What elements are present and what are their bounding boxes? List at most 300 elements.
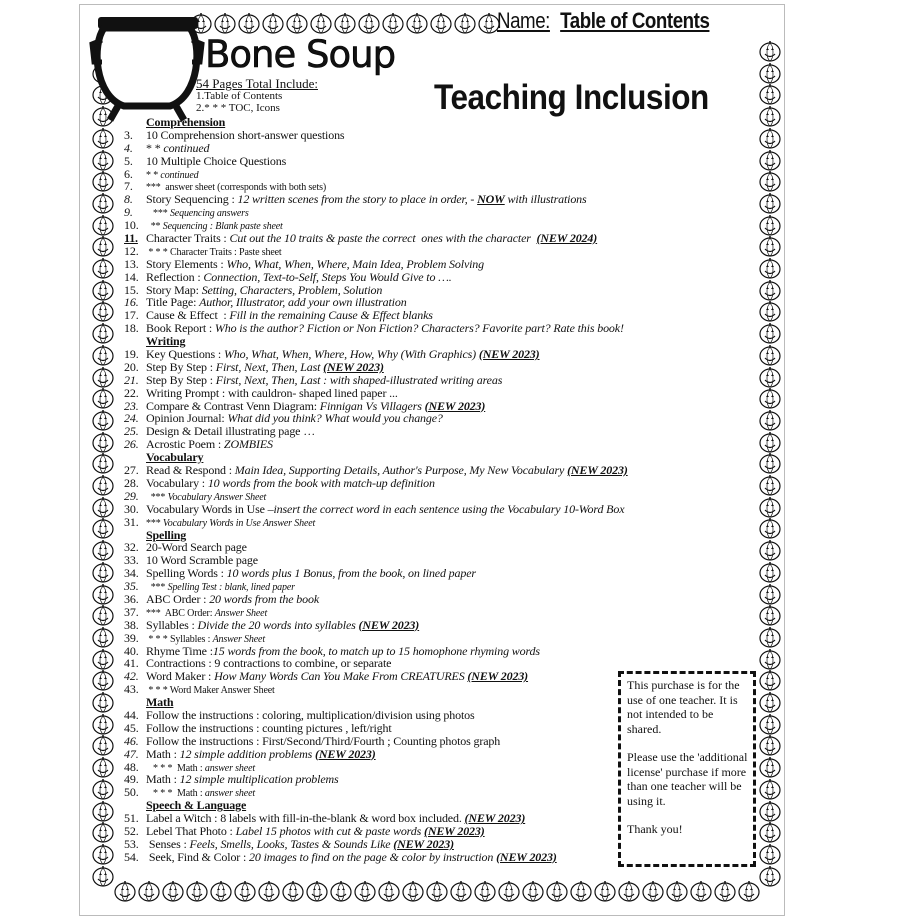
- pumpkin-icon: [92, 496, 114, 518]
- pumpkin-icon: [92, 409, 114, 431]
- pumpkin-icon: [759, 366, 781, 388]
- item-number: 20.: [124, 359, 139, 374]
- pumpkin-icon: [262, 12, 284, 34]
- item-number: 7.: [124, 179, 133, 194]
- item-label: Follow the instructions : First/Second/Third/Fourth ; Counting photos graph: [146, 733, 501, 748]
- item-label: Follow the instructions : counting pictures , left/right: [146, 720, 392, 735]
- section-title: Writing: [146, 334, 186, 349]
- item-description: What did you think? What would you change?: [227, 411, 443, 426]
- item-description: Main Idea, Supporting Details, Author's Purpose, My New Vocabulary: [234, 463, 568, 478]
- item-number: 50.: [124, 785, 139, 800]
- item-description: Connection, Text-to-Self, Steps You Would Give to ….: [203, 269, 452, 284]
- item-number: 24.: [124, 411, 139, 426]
- item-number: 19.: [124, 347, 139, 362]
- item-number: 52.: [124, 823, 139, 838]
- item-label: ***: [146, 208, 170, 220]
- pumpkin-icon: [92, 322, 114, 344]
- pumpkin-icon: [759, 865, 781, 887]
- pumpkin-icon: [759, 583, 781, 605]
- new-tag: (NEW 2023): [314, 746, 376, 761]
- item-description: Divide the 20 words into syllables: [197, 617, 359, 632]
- item-label: Lebel That Photo :: [146, 823, 236, 838]
- item-label: Story Map:: [146, 282, 202, 297]
- item-number: 11.: [124, 231, 138, 246]
- list-item: [124, 748, 628, 761]
- item-description: First, Next, Then, Last : with shaped-illustrated writing areas: [215, 372, 503, 387]
- item-label: Step By Step :: [146, 372, 216, 387]
- pumpkin-icon: [426, 880, 448, 902]
- item-label: Reflection :: [146, 269, 204, 284]
- pumpkin-icon: [92, 539, 114, 561]
- item-number: 32.: [124, 540, 139, 555]
- item-label: Book Report :: [146, 321, 215, 336]
- pumpkin-icon: [162, 880, 184, 902]
- item-number: 49.: [124, 772, 139, 787]
- list-item: [124, 206, 628, 219]
- item-description: 10 words plus 1 Bonus, from the book, on lined paper: [226, 566, 476, 581]
- item-description: answer sheet: [204, 762, 255, 774]
- item-number: 12.: [124, 243, 139, 258]
- item-label: * * * Math :: [146, 788, 205, 800]
- item-description: Who, What, When, Where, How, Why (With Graphics): [223, 347, 479, 362]
- item-label: Cause & Effect :: [146, 308, 230, 323]
- list-item: [124, 232, 628, 245]
- pumpkin-icon: [92, 713, 114, 735]
- item-number: 10.: [124, 218, 139, 233]
- pumpkin-icon: [92, 734, 114, 756]
- item-description: continued: [160, 169, 199, 181]
- item-number: 8.: [124, 192, 133, 207]
- item-label: **: [146, 221, 163, 233]
- pumpkin-icon: [92, 778, 114, 800]
- item-number: 35.: [124, 579, 139, 594]
- pumpkin-icon: [358, 12, 380, 34]
- pumpkin-icon: [759, 387, 781, 409]
- pumpkin-icon: [354, 880, 376, 902]
- pumpkin-icon: [306, 880, 328, 902]
- new-tag: (NEW 2023): [424, 398, 486, 413]
- pumpkin-icon: [138, 880, 160, 902]
- list-item: [124, 670, 628, 683]
- pumpkin-icon: [92, 149, 114, 171]
- pumpkin-icon: [570, 880, 592, 902]
- license-note: [618, 671, 756, 867]
- pumpkin-icon: [310, 12, 332, 34]
- item-label: Writing Prompt : with cauldron- shaped lined paper ...: [146, 385, 398, 400]
- pumpkin-icon: [714, 880, 736, 902]
- pumpkin-icon: [642, 880, 664, 902]
- item-label: Rhyme Time :: [146, 643, 213, 658]
- item-description: Who, What, When, Where, Main Idea, Problem Solving: [226, 256, 485, 271]
- item-number: 38.: [124, 617, 139, 632]
- pumpkin-icon: [92, 257, 114, 279]
- section-title: Speech & Language: [146, 798, 247, 813]
- item-description: Vocabulary Answer Sheet: [167, 491, 267, 503]
- item-number: 42.: [124, 669, 139, 684]
- list-item: [124, 683, 628, 696]
- pumpkin-icon: [759, 149, 781, 171]
- item-description: 12 written scenes from the story to place in order, -: [237, 192, 478, 207]
- new-tag: (NEW 2023): [467, 669, 529, 684]
- pumpkin-icon: [92, 214, 114, 236]
- item-label: Contractions : 9 contractions to combine, or separate: [146, 656, 392, 671]
- pumpkin-icon: [92, 561, 114, 583]
- pumpkin-icon: [759, 756, 781, 778]
- item-label: Read & Respond :: [146, 463, 235, 478]
- pumpkin-icon: [92, 127, 114, 149]
- item-number: 34.: [124, 566, 139, 581]
- new-tag: (NEW 2023): [464, 811, 526, 826]
- list-item: [124, 567, 628, 580]
- item-number: 44.: [124, 707, 139, 722]
- item-number: 27.: [124, 463, 139, 478]
- pumpkin-icon: [759, 300, 781, 322]
- section-title: Math: [146, 695, 174, 710]
- item-description: Answer Sheet: [214, 607, 268, 619]
- new-tag: (NEW 2023): [567, 463, 628, 478]
- pumpkin-icon: [92, 517, 114, 539]
- pumpkin-icon: [382, 12, 404, 34]
- item-label: 10 Comprehension short-answer questions: [146, 127, 345, 142]
- pumpkin-icon: [759, 452, 781, 474]
- pumpkin-icon: [92, 452, 114, 474]
- list-item: [124, 503, 628, 516]
- item-number: 25.: [124, 424, 139, 439]
- pumpkin-icon: [92, 235, 114, 257]
- list-item: [124, 773, 628, 786]
- item-description: continued: [163, 140, 210, 155]
- section-title: Vocabulary: [146, 450, 204, 465]
- item-label: Senses :: [146, 836, 190, 851]
- pumpkin-icon: [210, 880, 232, 902]
- item-description: Label 15 photos with cut & paste words: [235, 823, 424, 838]
- pumpkin-icon: [759, 279, 781, 301]
- item-number: 39.: [124, 630, 139, 645]
- pumpkin-icon: [759, 517, 781, 539]
- list-item: [124, 168, 628, 181]
- item-number: 13.: [124, 256, 139, 271]
- item-number: 37.: [124, 604, 139, 619]
- list-item: [124, 477, 628, 490]
- pumpkin-icon: [759, 170, 781, 192]
- pumpkin-icon: [92, 170, 114, 192]
- list-item: [124, 322, 628, 335]
- item-number: 47.: [124, 746, 139, 761]
- pumpkin-icon: [474, 880, 496, 902]
- new-tag: (NEW 2023): [478, 347, 540, 362]
- item-number: 45.: [124, 720, 139, 735]
- list-item: [124, 516, 628, 529]
- item-number: 29.: [124, 488, 139, 503]
- name-label: Name:: [497, 8, 550, 33]
- pumpkin-icon: [759, 713, 781, 735]
- item-label: 20-Word Search page: [146, 540, 247, 555]
- item-label: Vocabulary Words in Use –: [146, 501, 274, 516]
- item-label: *** ABC Order:: [146, 607, 215, 619]
- item-label: Key Questions :: [146, 347, 224, 362]
- pumpkin-icon: [759, 344, 781, 366]
- item-description: Sequencing : Blank paste sheet: [162, 221, 283, 233]
- new-tag: NOW: [477, 192, 505, 207]
- item-number: 16.: [124, 295, 139, 310]
- item-description: Finnigan Vs Villagers: [319, 398, 425, 413]
- pumpkin-icon: [759, 496, 781, 518]
- item-label: Spelling Words :: [146, 566, 227, 581]
- list-item: [124, 155, 628, 168]
- pumpkin-icon: [286, 12, 308, 34]
- pumpkin-icon: [92, 648, 114, 670]
- pumpkin-icon: [282, 880, 304, 902]
- item-description: 20 words from the book: [209, 591, 320, 606]
- item-description: answer sheet: [204, 788, 255, 800]
- item-label: Opinion Journal:: [146, 411, 228, 426]
- pumpkin-icon: [92, 300, 114, 322]
- pumpkin-icon: [759, 83, 781, 105]
- item-label: *** answer sheet (corresponds with both sets): [146, 182, 327, 194]
- item-label: Follow the instructions : coloring, multiplication/division using photos: [146, 707, 475, 722]
- pumpkin-icon: [92, 474, 114, 496]
- pumpkin-icon: [92, 865, 114, 887]
- pumpkin-icon: [759, 626, 781, 648]
- pumpkin-icon: [738, 880, 760, 902]
- pumpkin-icon: [498, 880, 520, 902]
- item-number: 9.: [124, 205, 133, 220]
- pumpkin-icon: [92, 691, 114, 713]
- pumpkin-icon: [258, 880, 280, 902]
- cauldron-icon: [88, 14, 206, 124]
- intro-line: 2.* * * TOC, Icons: [196, 102, 280, 114]
- item-number: 17.: [124, 308, 139, 323]
- pumpkin-icon: [759, 604, 781, 626]
- pumpkin-icon: [759, 235, 781, 257]
- item-label: Syllables :: [146, 617, 198, 632]
- pumpkin-icon: [430, 12, 452, 34]
- item-label: Vocabulary :: [146, 475, 208, 490]
- item-description: 10 words from the book with match-up definition: [207, 475, 435, 490]
- pumpkin-icon: [402, 880, 424, 902]
- new-tag: (NEW 2023): [423, 823, 485, 838]
- pumpkin-icon: [92, 583, 114, 605]
- item-number: 43.: [124, 682, 139, 697]
- pumpkin-icon: [759, 539, 781, 561]
- item-label: Step By Step :: [146, 359, 216, 374]
- item-label: 10 Word Scramble page: [146, 553, 258, 568]
- item-description: Setting, Characters, Problem, Solution: [201, 282, 383, 297]
- item-label: 10 Multiple Choice Questions: [146, 153, 287, 168]
- item-description: Author, Illustrator, add your own illustration: [199, 295, 407, 310]
- pumpkin-icon: [406, 12, 428, 34]
- item-label: ABC Order :: [146, 591, 210, 606]
- pumpkin-icon: [759, 431, 781, 453]
- item-description: First, Next, Then, Last: [215, 359, 324, 374]
- item-number: 4.: [124, 140, 133, 155]
- pumpkin-icon: [759, 40, 781, 62]
- new-tag: (NEW 2023): [358, 617, 420, 632]
- item-label: * *: [146, 140, 164, 155]
- item-label: * * * Character Traits : Paste sheet: [146, 246, 282, 258]
- item-number: 6.: [124, 166, 133, 181]
- name-line: [497, 8, 709, 34]
- item-number: 21.: [124, 372, 139, 387]
- pumpkin-icon: [214, 12, 236, 34]
- item-description: Vocabulary Words in Use Answer Sheet: [162, 517, 316, 529]
- item-number: 3.: [124, 127, 133, 142]
- item-label: Math :: [146, 772, 180, 787]
- item-label: Design & Detail illustrating page …: [146, 424, 316, 439]
- pumpkin-icon: [759, 561, 781, 583]
- section-title: Spelling: [146, 527, 187, 542]
- pumpkin-icon: [759, 105, 781, 127]
- pumpkin-icon: [92, 279, 114, 301]
- pumpkin-icon: [238, 12, 260, 34]
- item-number: 33.: [124, 553, 139, 568]
- item-label: * * * Word Maker Answer Sheet: [146, 685, 275, 697]
- brand-title: Teaching Inclusion: [434, 78, 709, 117]
- item-description: How Many Words Can You Make From CREATURES: [214, 669, 468, 684]
- pumpkin-icon: [522, 880, 544, 902]
- pumpkin-icon: [92, 821, 114, 843]
- pumpkin-icon: [92, 604, 114, 626]
- new-tag: (NEW 2023): [323, 359, 384, 374]
- item-number: 18.: [124, 321, 139, 336]
- intro: [196, 77, 318, 114]
- item-description: Who is the author? Fiction or Non Fiction? Characters? Favorite part? Rate this book!: [214, 321, 624, 336]
- item-label: * *: [146, 169, 161, 181]
- book-title: Bone Soup: [205, 33, 396, 76]
- item-label: ***: [146, 517, 163, 529]
- item-number: 46.: [124, 733, 139, 748]
- item-description: 12 simple addition problems: [179, 746, 315, 761]
- intro-heading: 54 Pages Total Include:: [196, 76, 318, 91]
- item-description: 12 simple multiplication problems: [179, 772, 339, 787]
- new-tag: (NEW 2024): [536, 231, 598, 246]
- item-label: Word Maker :: [146, 669, 215, 684]
- new-tag: (NEW 2023): [496, 849, 557, 864]
- item-number: 51.: [124, 811, 139, 826]
- item-number: 15.: [124, 282, 139, 297]
- item-label: Story Elements :: [146, 256, 227, 271]
- section-title: Comprehension: [146, 115, 226, 129]
- item-number: 31.: [124, 514, 139, 529]
- list-item: [124, 193, 628, 206]
- pumpkin-icon: [666, 880, 688, 902]
- item-label: Title Page:: [146, 295, 200, 310]
- pumpkin-icon: [92, 344, 114, 366]
- pumpkin-icon: [330, 880, 352, 902]
- pumpkin-icon: [378, 880, 400, 902]
- pumpkin-icon: [186, 880, 208, 902]
- pumpkin-icon: [759, 409, 781, 431]
- item-label: Acrostic Poem :: [146, 437, 224, 452]
- item-number: 5.: [124, 153, 133, 168]
- pumpkin-icon: [450, 880, 472, 902]
- pumpkin-icon: [334, 12, 356, 34]
- pumpkin-icon: [454, 12, 476, 34]
- item-description: Spelling Test : blank, lined paper: [167, 582, 295, 594]
- pumpkin-icon: [759, 62, 781, 84]
- item-number: 26.: [124, 437, 139, 452]
- pumpkin-icon: [234, 880, 256, 902]
- item-number: 14.: [124, 269, 139, 284]
- item-number: 23.: [124, 398, 139, 413]
- pumpkin-icon: [759, 734, 781, 756]
- item-description: Feels, Smells, Looks, Tastes & Sounds Like: [189, 836, 394, 851]
- pumpkin-icon: [92, 626, 114, 648]
- item-number: 53.: [124, 836, 139, 851]
- item-number: 22.: [124, 385, 139, 400]
- item-label: * * * Math :: [146, 762, 205, 774]
- item-label: Character Traits :: [146, 231, 230, 246]
- item-number: 28.: [124, 475, 139, 490]
- item-description: Sequencing answers: [169, 208, 249, 220]
- item-label: Seek, Find & Color :: [146, 849, 250, 864]
- pumpkin-icon: [92, 366, 114, 388]
- item-description: 15 words from the book, to match up to 15 homophone rhyming words: [212, 643, 540, 658]
- pumpkin-icon: [594, 880, 616, 902]
- pumpkin-icon: [759, 691, 781, 713]
- pumpkin-icon: [92, 387, 114, 409]
- pumpkin-icon: [759, 821, 781, 843]
- pumpkin-icon: [759, 214, 781, 236]
- item-number: 48.: [124, 759, 139, 774]
- item-number: 54.: [124, 849, 139, 864]
- pumpkin-icon: [759, 127, 781, 149]
- pumpkin-icon: [759, 648, 781, 670]
- pumpkin-icon: [92, 843, 114, 865]
- note-paragraph: This purchase is for the use of one teacher. It is not intended to be shared.: [627, 678, 740, 736]
- item-description: ZOMBIES: [223, 437, 273, 452]
- pumpkin-icon: [618, 880, 640, 902]
- sheet-title: Table of Contents: [560, 8, 710, 33]
- list-item: [124, 593, 628, 606]
- pumpkin-icon: [92, 756, 114, 778]
- item-description: Fill in the remaining Cause & Effect blanks: [229, 308, 433, 323]
- item-description: Answer Sheet: [212, 633, 265, 645]
- note-paragraph: Please use the 'additional license' purchase if more than one teacher will be using it.: [627, 750, 748, 808]
- note-paragraph: Thank you!: [627, 822, 683, 836]
- pumpkin-icon: [759, 192, 781, 214]
- list-item: [124, 619, 628, 632]
- item-description: insert the correct word in each sentence using the Vocabulary 10-Word Box: [273, 501, 625, 516]
- item-number: 36.: [124, 591, 139, 606]
- item-description: with illustrations: [504, 192, 587, 207]
- pumpkin-icon: [92, 431, 114, 453]
- item-label: * * * Syllables :: [146, 633, 213, 645]
- item-label: Compare & Contrast Venn Diagram:: [146, 398, 320, 413]
- pumpkin-icon: [759, 474, 781, 496]
- item-label: Story Sequencing :: [146, 192, 238, 207]
- item-label: ***: [146, 491, 168, 503]
- pumpkin-icon: [92, 192, 114, 214]
- item-number: 30.: [124, 501, 139, 516]
- pumpkin-icon: [759, 800, 781, 822]
- item-label: Math :: [146, 746, 180, 761]
- pumpkin-icon: [759, 257, 781, 279]
- pumpkin-icon: [759, 843, 781, 865]
- intro-line: 1.Table of Contents: [196, 90, 283, 102]
- contents-list: [124, 116, 628, 864]
- item-label: ***: [146, 582, 168, 594]
- pumpkin-icon: [759, 322, 781, 344]
- new-tag: (NEW 2023): [393, 836, 454, 851]
- item-description: Cut out the 10 traits & paste the correct ones with the character: [229, 231, 537, 246]
- list-item: [124, 851, 628, 864]
- pumpkin-icon: [114, 880, 136, 902]
- pumpkin-icon: [690, 880, 712, 902]
- pumpkin-icon: [92, 800, 114, 822]
- pumpkin-icon: [92, 669, 114, 691]
- item-number: 41.: [124, 656, 139, 671]
